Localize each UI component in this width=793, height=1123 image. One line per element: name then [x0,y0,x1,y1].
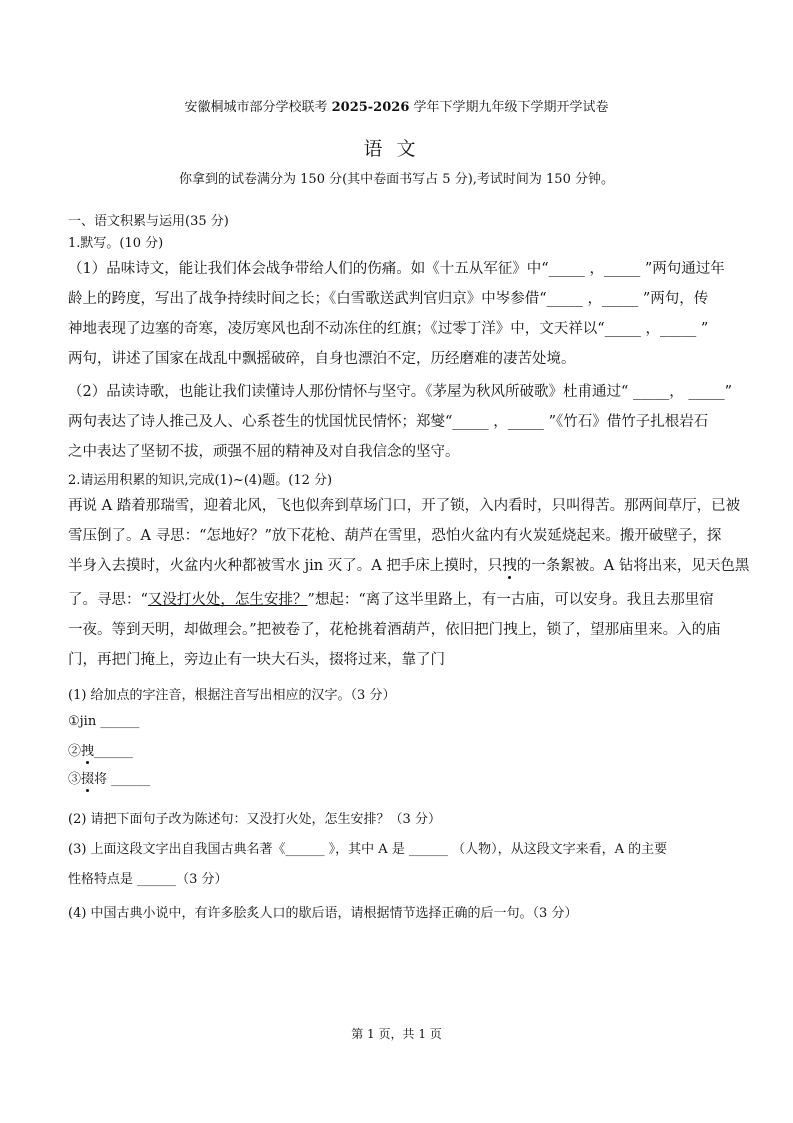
q1-p1-line: （1）品味诗文，能让我们体会战争带给人们的伤痛。如《十五从军征》中“_____ ，_____ ”两句通过年 [68,261,725,277]
sub-question-3: (3) 上面这段文字出自我国古典名著《______ 》，其中 A 是 ______ （人物），从这段文字来看，A 的主要 [68,842,668,857]
passage-line [68,554,749,575]
q1-p2-line: 两句表达了诗人推己及人、心系苍生的忧国忧民情怀；郑燮“_____ ，_____ ”《竹石》借竹子扎根岩石 [68,414,709,430]
sub-question-2: (2) 请把下面句子改为陈述句：又没打火处，怎生安排？（3 分） [68,812,441,827]
q1-p2-line: （2）品读诗歌，也能让我们读懂诗人那份情怀与坚守。《茅屋为秋风所破歌》杜甫通过“ _____， _____” [68,384,733,400]
header-suffix: 学年下学期九年级下学期开学试卷 [409,100,609,115]
circled-two: ② [68,744,82,759]
q1-p1-line: 神地表现了边塞的奇寒，凌厉寒风也刮不动冻住的红旗；《过零丁洋》中，文天祥以“_____ ，_____ ” [68,321,709,337]
sub-question-1: (1) 给加点的字注音，根据注音写出相应的汉字。（3 分） [68,688,396,703]
passage-text: 的一条絮被。A 钻将出来，见天色黑 [516,558,750,574]
passage-text: ”想起：“离了这半里路上，有一古庙，可以安身。我且去那里宿 [307,592,714,608]
sub-question-3-cont: 性格特点是 ______（3 分） [68,872,228,887]
passage-line [68,588,714,609]
passage-line: 一夜。等到天明，却做理会。”把被卷了，花枪挑着酒葫芦，依旧把门拽上，锁了，望那庙里来。入的庙 [68,622,721,638]
passage-text: 了。寻思：“ [68,592,148,608]
header-years: 2025-2026 [331,100,410,115]
sub-1-item: ①jin ______ [68,714,140,729]
dotted-char: 掇 [81,772,95,787]
sub-1-item [68,740,133,759]
circled-three: ③ [68,772,82,787]
dotted-char: 拽 [81,744,95,759]
section-title: 一、语文积累与运用(35 分) [68,214,229,229]
passage-line: 再说 A 踏着那瑞雪，迎着北风，飞也似奔到草场门口，开了锁，入内看时，只叫得苦。那两间草厅，已被 [68,498,741,514]
q1-p2-line: 之中表达了坚韧不拔，顽强不屈的精神及对自我信念的坚守。 [68,444,460,460]
q1-p1-line: 龄上的跨度，写出了战争持续时间之长；《白雪歌送武判官归京》中岑参借“_____ ，_____ ”两句，传 [68,291,709,307]
question-1-title: 1.默写。(10 分) [68,236,164,251]
answer-blank: ______ [94,744,134,759]
sub-question-4: (4) 中国古典小说中，有许多脍炙人口的歇后语，请根据情节选择正确的后一句。（3 分） [68,906,578,921]
subject-title: 语文 [363,138,430,160]
question-2-title: 2.请运用积累的知识,完成(1)~(4)题。(12 分) [68,473,333,488]
dotted-char: 拽 [502,558,517,574]
passage-line: 雪压倒了。A 寻思：“怎地好？”放下花枪、葫芦在雪里，恐怕火盆内有火炭延烧起来。搬开破壁子，探 [68,528,722,544]
sub-1-item [68,768,150,787]
exam-intro: 你拿到的试卷满分为 150 分(其中卷面书写占 5 分),考试时间为 150 分钟。 [179,172,614,187]
q1-p1-line: 两句，讲述了国家在战乱中飘摇破碎，自身也漂泊不定，历经磨难的凄苦处境。 [68,351,576,367]
exam-header [0,96,793,115]
underlined-sentence: 又没打火处，怎生安排？ [147,592,308,608]
passage-text: 半身入去摸时，火盆内火种都被雪水 jin 灭了。A 把手床上摸时，只 [68,558,503,574]
answer-blank: 将 ______ [94,772,151,787]
header-prefix: 安徽桐城市部分学校联考 [184,100,332,115]
passage-line: 门，再把门掩上，旁边止有一块大石头，掇将过来，靠了门 [68,652,445,668]
page-footer: 第 1 页，共 1 页 [351,1027,442,1041]
